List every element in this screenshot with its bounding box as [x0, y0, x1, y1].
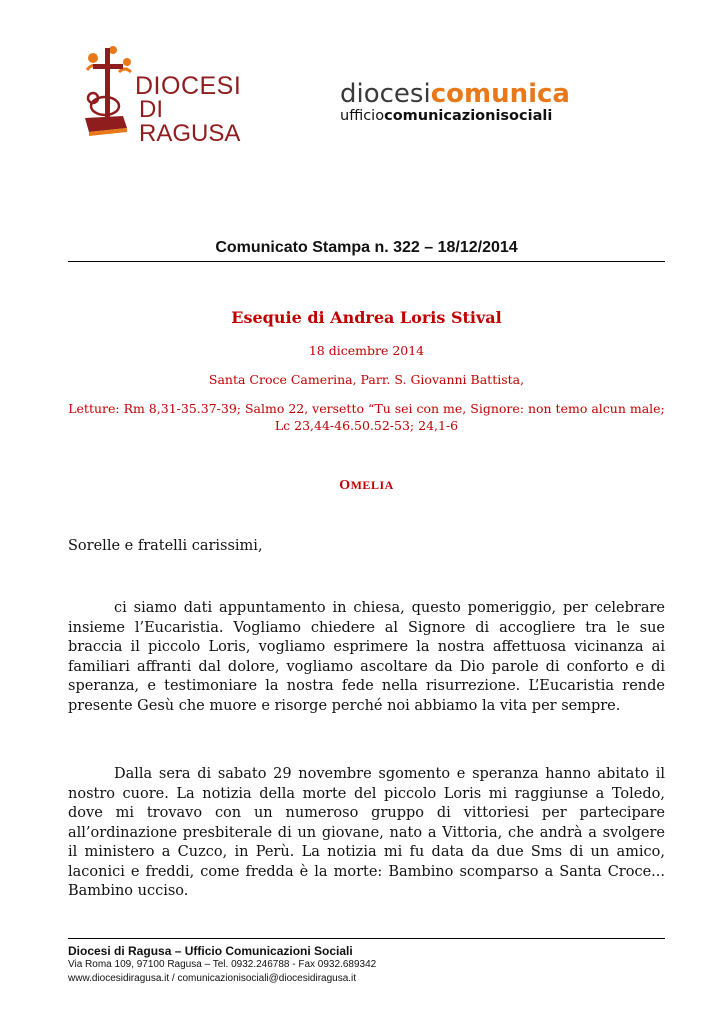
- footer-address: Via Roma 109, 97100 Ragusa – Tel. 0932.246788 - Fax 0932.689342: [68, 959, 377, 970]
- section-heading: [68, 478, 665, 494]
- footer: [68, 944, 665, 986]
- event-place: Santa Croce Camerina, Parr. S. Giovanni Battista,: [208, 372, 525, 387]
- footer-web: www.diocesidiragusa.it / comunicazionisociali@diocesidiragusa.it: [68, 973, 357, 984]
- logo-wordmark: [340, 80, 570, 108]
- logo-line-2: DI RAGUSA: [139, 96, 241, 147]
- event-readings: Letture: Rm 8,31-35.37-39; Salmo 22, versetto “Tu sei con me, Signore: non temo alcun male; Lc 23,44-46.50.52-53; 24,1-6: [68, 401, 665, 433]
- paragraph: [68, 765, 665, 902]
- paragraph-text: ci siamo dati appuntamento in chiesa, questo pomeriggio, per celebrare insieme l’Eucaristia. Vogliamo chiedere al Signore di accogliere tra le sue braccia il piccolo Loris, vogliamo esprimere la nostra affettuosa vicinanza ai familiari affranti dal dolore, vogliamo ascoltare da Dio parole di conforto e di speranza, e testimoniare la nostra fede nella risurrezione. L’Eucaristia rende presente Gesù che muore e risorge perché noi abbiamo la vita per sempre.: [68, 600, 665, 714]
- cross-lamb-book-icon: [83, 44, 143, 144]
- paragraph-text: Dalla sera di sabato 29 novembre sgomento e speranza hanno abitato il nostro cuore. La notizia della morte del piccolo Loris mi raggiunse a Toledo, dove mi trovavo con un numeroso gruppo di vittoriesi per partecipare all’ordinazione presbiterale di un giovane, nato a Vittoria, che andrà a svolgere il ministero a Cuzco, in Perù. La notizia mi fu data da due Sms di un amico, laconici e freddi, come fredda è la morte: Bambino scomparso a Santa Croce... Bambino ucciso.: [68, 766, 665, 899]
- logo-subtitle: [340, 108, 570, 124]
- paragraph: [68, 599, 665, 716]
- event-date: 18 dicembre 2014: [308, 343, 425, 358]
- logo-subtitle-part2: comunicazionisociali: [384, 108, 553, 124]
- press-release-title: Comunicato Stampa n. 322 – 18/12/2014: [215, 239, 518, 256]
- diocese-logo-text: [135, 74, 268, 146]
- logo-subtitle-part1: ufficio: [340, 108, 385, 124]
- section-heading-initial: O: [339, 478, 351, 493]
- logo-line-1: DIOCESI: [135, 72, 242, 100]
- footer-org: Diocesi di Ragusa – Ufficio Comunicazioni Sociali: [68, 944, 353, 958]
- header-divider: [68, 261, 665, 262]
- diocesicomunica-logo: [340, 80, 570, 124]
- logo-wordmark-part1: diocesi: [340, 79, 431, 109]
- section-heading-rest: MELIA: [350, 478, 394, 492]
- greeting: Sorelle e fratelli carissimi,: [68, 538, 263, 554]
- event-title: Esequie di Andrea Loris Stival: [231, 308, 502, 327]
- footer-divider: [68, 938, 665, 939]
- diocese-logo: [83, 44, 268, 147]
- logo-wordmark-part2: comunica: [430, 79, 570, 109]
